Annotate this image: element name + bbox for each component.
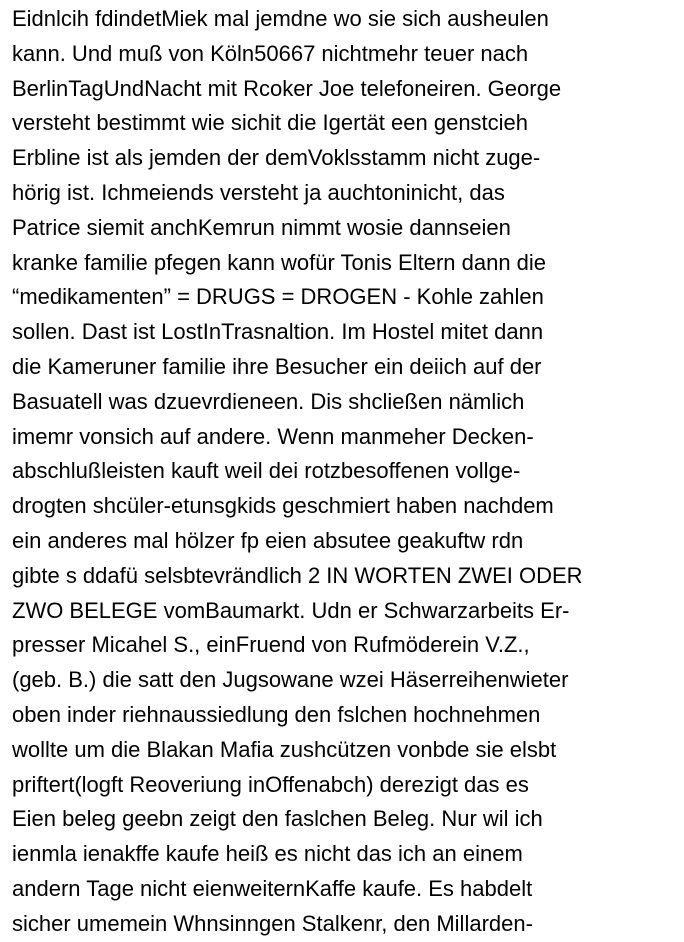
text-line-18: ZWO BELEGE vomBaumarkt. Udn er Schwarzarbeits Er-: [12, 597, 570, 623]
text-line-19: presser Micahel S., einFruend von Rufmöderein V.Z.,: [12, 632, 530, 658]
text-line-2: kann. Und muß von Köln50667 nichtmehr teuer nach: [12, 40, 529, 66]
text-line-1: Eidnlcih fdindetMiek mal jemdne wo sie sich ausheulen: [12, 6, 549, 31]
text-line-15: drogten shcüler-etunsgkids geschmiert haben nachdem: [12, 493, 554, 519]
text-line-20: (geb. B.) die satt den Jugsowane wzei Häserreihenwieter: [12, 667, 569, 693]
text-line-4: versteht bestimmt wie sichit die Igertät een genstcieh: [12, 110, 529, 136]
text-line-17: gibte s ddafü selsbtevrändlich 2 IN WORTEN ZWEI ODER: [12, 562, 583, 588]
text-line-22: wollte um die Blakan Mafia zushcützen vonbde sie elsbt: [12, 736, 557, 762]
document-body-text: [12, 2, 680, 942]
text-line-14: abschlußleisten kauft weil dei rotzbesoffenen vollge-: [12, 458, 521, 484]
text-line-11: die Kameruner familie ihre Besucher ein deiich auf der: [12, 353, 542, 379]
text-line-16: ein anderes mal hölzer fp eien absutee geakuftw rdn: [12, 527, 524, 553]
text-line-12: Basuatell was dzuevrdieneen. Dis shcließen nämlich: [12, 388, 525, 414]
text-line-5: Erbline ist als jemden der demVoklsstamm nicht zuge-: [12, 145, 541, 171]
text-line-25: ienmla ienakffe kaufe heiß es nicht das ich an einem: [12, 841, 523, 867]
text-line-23: priftert(logft Reoveriung inOffenabch) derezigt das es: [12, 771, 529, 797]
text-line-7: Patrice siemit anchKemrun nimmt wosie dannseien: [12, 214, 511, 240]
text-line-26: andern Tage nicht eienweiternKaffe kaufe. Es habdelt: [12, 875, 533, 901]
text-line-3: BerlinTagUndNacht mit Rcoker Joe telefoneiren. George: [12, 75, 562, 101]
text-line-9: “medikamenten” = DRUGS = DROGEN - Kohle zahlen: [12, 284, 544, 310]
text-line-10: sollen. Dast ist LostInTrasnaltion. Im Hostel mitet dann: [12, 319, 544, 345]
text-line-6: hörig ist. Ichmeiends versteht ja auchtoninicht, das: [12, 179, 505, 205]
text-line-24: Eien beleg geebn zeigt den faslchen Beleg. Nur wil ich: [12, 806, 543, 832]
text-line-13: imemr vonsich auf andere. Wenn manmeher Decken-: [12, 423, 534, 449]
text-line-8: kranke familie pfegen kann wofür Tonis Eltern dann die: [12, 249, 547, 275]
text-line-21: oben inder riehnaussiedlung den fslchen hochnehmen: [12, 701, 541, 727]
text-line-27: sicher umemein Whnsinngen Stalkenr, den Millarden-: [12, 910, 533, 936]
